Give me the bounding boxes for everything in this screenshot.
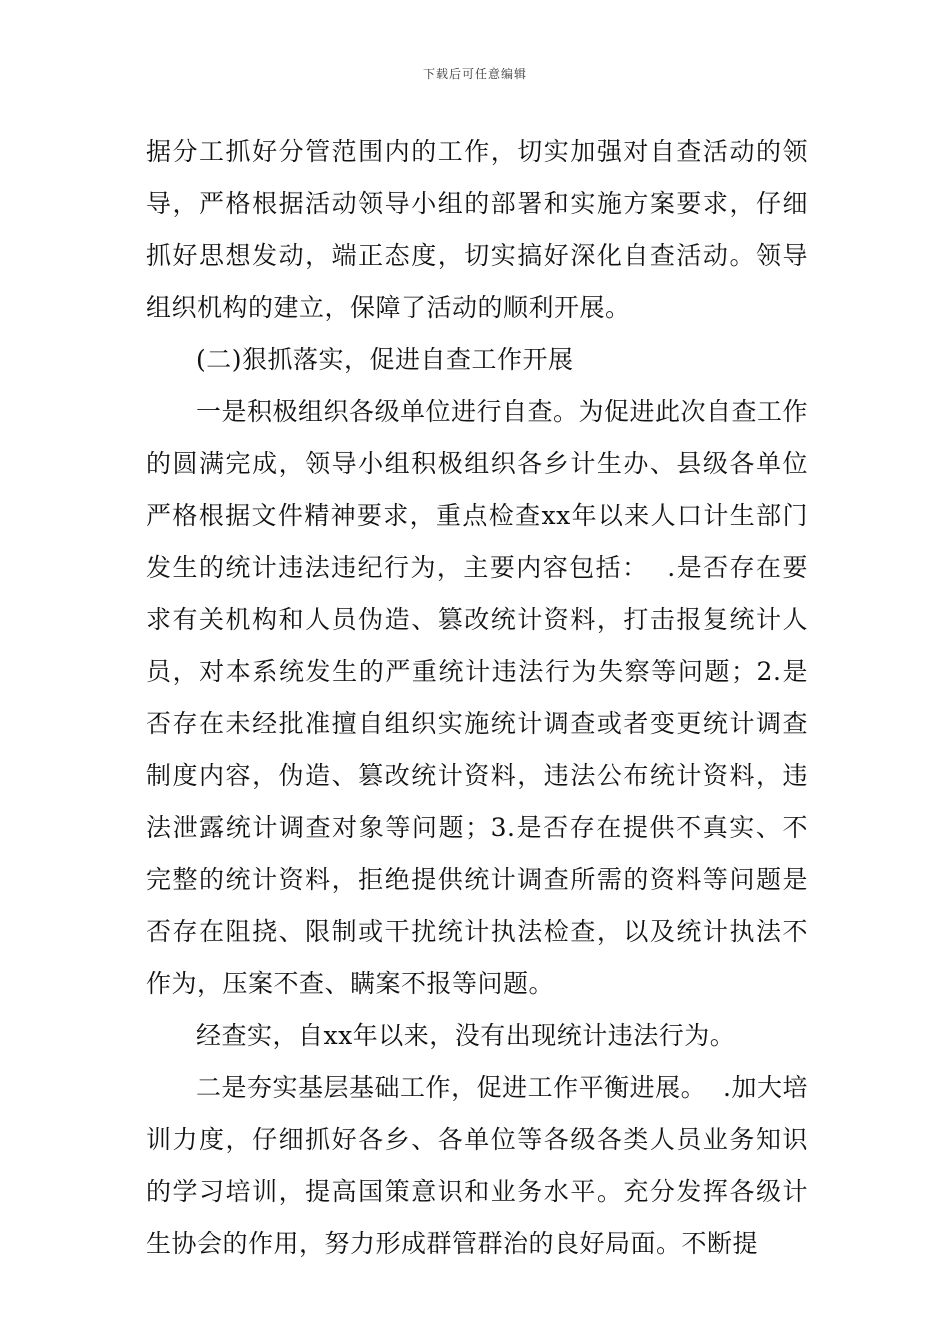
paragraph-leadership: 据分工抓好分管范围内的工作，切实加强对自查活动的领导，严格根据活动领导小组的部署和实施方案要求，仔细抓好思想发动，端正态度，切实搞好深化自查活动。领导组织机构的建立，保障了活动的顺利开展。 [146,137,808,322]
section-heading-2: (二)狠抓落实，促进自查工作开展 [196,345,574,374]
paragraph-findings: 经查实，自xx年以来，没有出现统计违法行为。 [196,1021,736,1050]
paragraph-self-inspection: 一是积极组织各级单位进行自查。为促进此次自查工作的圆满完成，领导小组积极组织各乡计生办、县级各单位严格根据文件精神要求，重点检查xx年以来人口计生部门发生的统计违法违纪行为，主要内容包括： .是否存在要求有关机构和人员伪造、篡改统计资料，打击报复统计人员，对本系统发生的严重统计违法行为失察等问题；2.是否存在未经批准擅自组织实施统计调查或者变更统计调查制度内容，伪造、篡改统计资料，违法公布统计资料，违法泄露统计调查对象等问题；3.是否存在提供不真实、不完整的统计资料，拒绝提供统计调查所需的资料等问题是否存在阻挠、限制或干扰统计执法检查，以及统计执法不作为，压案不查、瞒案不报等问题。 [146,397,809,998]
document-body [146,126,808,1270]
page-header: 下载后可任意编辑 [422,67,527,81]
paragraph-grassroots: 二是夯实基层基础工作，促进工作平衡进展。 .加大培训力度，仔细抓好各乡、各单位等各级各类人员业务知识的学习培训，提高国策意识和业务水平。充分发挥各级计生协会的作用，努力形成群管群治的良好局面。不断提 [146,1073,808,1258]
